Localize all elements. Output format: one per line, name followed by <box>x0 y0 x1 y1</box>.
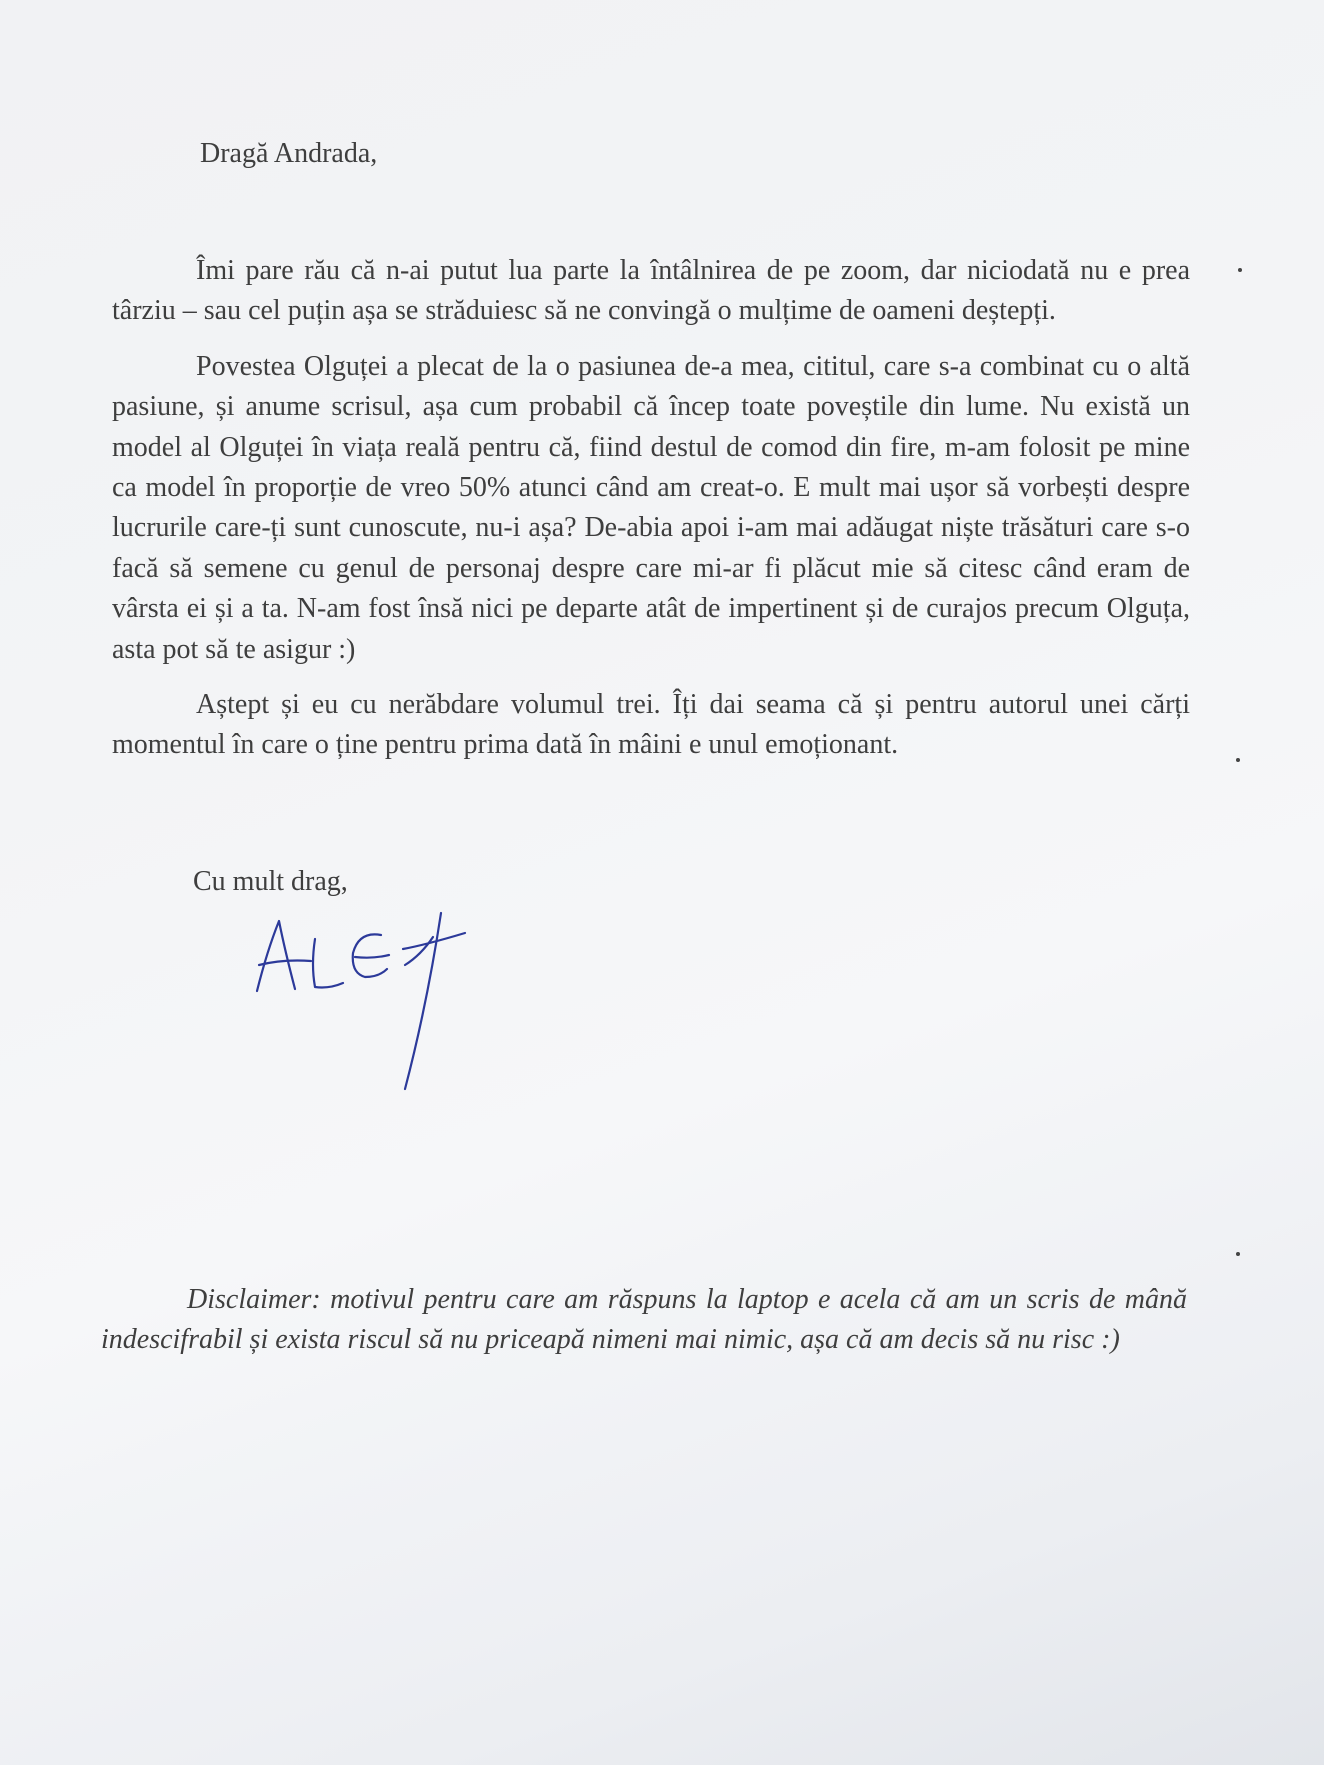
letter-body <box>112 251 1190 781</box>
paper-speck <box>1238 268 1242 272</box>
salutation: Dragă Andrada, <box>200 138 378 169</box>
paper-speck <box>1236 758 1240 762</box>
handwritten-signature <box>255 905 485 1110</box>
disclaimer: Disclaimer: motivul pentru care am răspuns la laptop e acela că am un scris de mână indescifrabil și exista riscul să nu priceapă nimeni mai nimic, așa că am decis să nu risc :) <box>101 1284 1187 1355</box>
paragraph-olguta-story: Povestea Olguței a plecat de la o pasiunea de-a mea, cititul, care s-a combinat cu o altă pasiune, și anume scrisul, așa cum probabil că încep toate poveștile din lume. Nu există un model al Olguței în viața reală pentru că, fiind destul de comod din fire, m-am folosit pe mine ca model în proporție de vreo 50% atunci când am creat-o. E mult mai ușor să vorbești despre lucrurile care-ți sunt cunoscute, nu-i așa? De-abia apoi i-am mai adăugat niște trăsături care s-o facă să semene cu genul de personaj despre care mi-ar fi plăcut mie să citesc când eram de vârsta ei și a ta. N-am fost însă nici pe departe atât de impertinent și de curajos precum Olguța, asta pot să te asigur :) <box>112 350 1190 665</box>
paragraph-zoom-meeting: Îmi pare rău că n-ai putut lua parte la întâlnirea de pe zoom, dar niciodată nu e prea târziu – sau cel puțin așa se străduiesc să ne convingă o mulțime de oameni deștepți. <box>112 255 1190 327</box>
closing: Cu mult drag, <box>193 866 348 897</box>
paper-speck <box>1236 1252 1240 1256</box>
paragraph-volume-three: Aștept și eu cu nerăbdare volumul trei. Îți dai seama că și pentru autorul unei cărți momentul în care o ține pentru prima dată în mâini e unul emoționant. <box>112 689 1190 761</box>
